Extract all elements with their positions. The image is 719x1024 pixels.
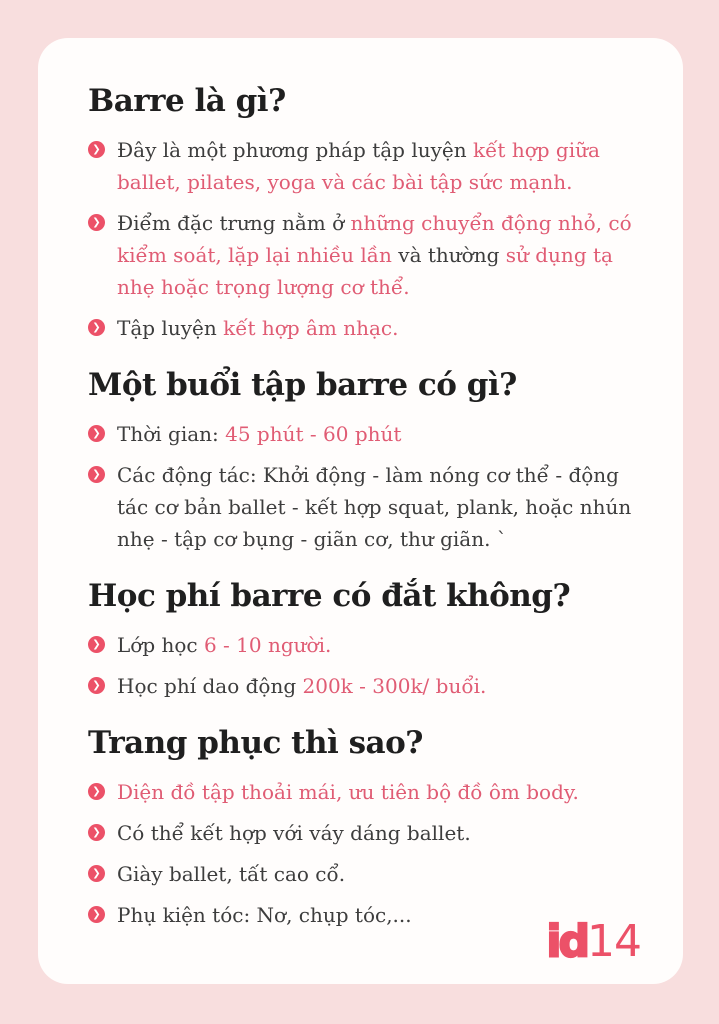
section-3 bbox=[88, 724, 643, 931]
text-segment: Diện đồ tập thoải mái, ưu tiên bộ đồ ôm body. bbox=[117, 780, 579, 804]
bullet-text bbox=[117, 459, 643, 555]
text-segment: Lớp học bbox=[117, 633, 204, 657]
section-heading: Trang phục thì sao? bbox=[88, 725, 423, 761]
text-segment: sử dụng tạ nhẹ hoặc trọng lượng cơ thể. bbox=[117, 243, 613, 299]
bullet-item bbox=[88, 858, 643, 890]
brand-logo-bold-text: id bbox=[546, 916, 587, 967]
chevron-bullet-icon: ❯ bbox=[88, 636, 105, 653]
text-segment: những chuyển động nhỏ, có kiểm soát, lặp lại nhiều lần bbox=[117, 211, 632, 267]
brand-logo-light-text: 14 bbox=[587, 916, 641, 967]
text-segment: Giày ballet, tất cao cổ. bbox=[117, 862, 346, 886]
bullet-item bbox=[88, 459, 643, 555]
section-0 bbox=[88, 82, 643, 344]
text-segment: Đây là một phương pháp tập luyện bbox=[117, 138, 473, 162]
chevron-bullet-icon: ❯ bbox=[88, 677, 105, 694]
section-heading: Học phí barre có đắt không? bbox=[88, 578, 571, 614]
chevron-bullet-icon: ❯ bbox=[88, 906, 105, 923]
sections-container bbox=[88, 82, 643, 931]
bullet-text bbox=[117, 858, 345, 890]
chevron-bullet-icon: ❯ bbox=[88, 319, 105, 336]
chevron-bullet-icon: ❯ bbox=[88, 824, 105, 841]
text-segment: Thời gian: bbox=[117, 422, 226, 446]
bullet-item bbox=[88, 418, 643, 450]
chevron-bullet-icon: ❯ bbox=[88, 865, 105, 882]
text-segment: Phụ kiện tóc: Nơ, chụp tóc,... bbox=[117, 903, 412, 927]
text-segment: và thường bbox=[398, 243, 506, 267]
bullet-text bbox=[117, 776, 579, 808]
chevron-bullet-icon: ❯ bbox=[88, 214, 105, 231]
text-segment: Điểm đặc trưng nằm ở bbox=[117, 211, 351, 235]
bullet-item bbox=[88, 207, 643, 303]
text-segment: 6 - 10 người. bbox=[203, 633, 332, 657]
chevron-bullet-icon: ❯ bbox=[88, 425, 105, 442]
text-segment: 200k - 300k/ buổi. bbox=[302, 674, 487, 698]
section-heading: Barre là gì? bbox=[88, 83, 286, 119]
bullet-item bbox=[88, 629, 643, 661]
bullet-item bbox=[88, 670, 643, 702]
bullet-text bbox=[117, 629, 331, 661]
bullet-text bbox=[117, 312, 398, 344]
text-segment: kết hợp giữa ballet, pilates, yoga và các bài tập sức mạnh. bbox=[117, 138, 600, 194]
text-segment: Các động tác: Khởi động - làm nóng cơ thể - động tác cơ bản ballet - kết hợp squat, plank, hoặc nhún nhẹ - tập cơ bụng - giãn cơ, thư giãn. ˋ bbox=[117, 463, 632, 551]
bullet-text bbox=[117, 207, 643, 303]
bullet-text bbox=[117, 670, 486, 702]
brand-logo bbox=[546, 916, 641, 967]
bullet-item bbox=[88, 312, 643, 344]
bullet-text bbox=[117, 899, 412, 931]
section-1 bbox=[88, 366, 643, 555]
text-segment: Tập luyện bbox=[117, 316, 224, 340]
bullet-text bbox=[117, 134, 643, 198]
chevron-bullet-icon: ❯ bbox=[88, 141, 105, 158]
section-heading: Một buổi tập barre có gì? bbox=[88, 367, 517, 403]
text-segment: kết hợp âm nhạc. bbox=[223, 316, 399, 340]
text-segment: Học phí dao động bbox=[117, 674, 303, 698]
chevron-bullet-icon: ❯ bbox=[88, 783, 105, 800]
section-2 bbox=[88, 577, 643, 702]
text-segment: 45 phút - 60 phút bbox=[225, 422, 402, 446]
bullet-text bbox=[117, 817, 471, 849]
bullet-item bbox=[88, 817, 643, 849]
text-segment: Có thể kết hợp với váy dáng ballet. bbox=[117, 821, 471, 845]
chevron-bullet-icon: ❯ bbox=[88, 466, 105, 483]
bullet-item bbox=[88, 776, 643, 808]
infographic-card bbox=[38, 38, 683, 984]
bullet-item bbox=[88, 134, 643, 198]
bullet-text bbox=[117, 418, 401, 450]
